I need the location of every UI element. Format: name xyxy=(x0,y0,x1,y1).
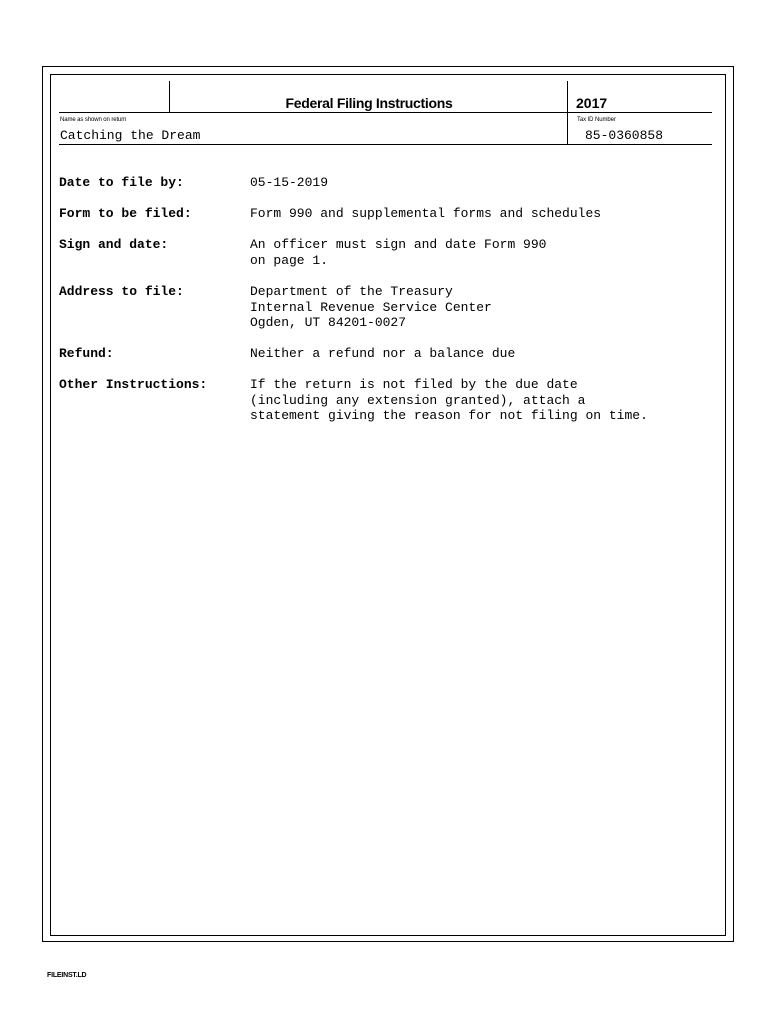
form-to-file-value: Form 990 and supplemental forms and schedules xyxy=(250,206,602,221)
inner-frame xyxy=(50,74,726,936)
date-to-file-value: 05-15-2019 xyxy=(250,175,329,190)
other-instructions-value: If the return is not filed by the due date (including any extension granted), attach a statement giving the reason for not filing on time. xyxy=(250,377,648,424)
taxid-label: Tax ID Number xyxy=(577,117,616,123)
header-rule-bottom xyxy=(59,144,712,145)
refund-value: Neither a refund nor a balance due xyxy=(250,346,516,361)
address-to-file-value: Department of the Treasury Internal Revenue Service Center Ogden, UT 84201-0027 xyxy=(250,284,492,331)
date-to-file-label: Date to file by: xyxy=(59,175,184,190)
name-label: Name as shown on return xyxy=(60,117,127,123)
header-divider-left xyxy=(169,81,170,113)
sign-and-date-value: An officer must sign and date Form 990 on page 1. xyxy=(250,237,547,268)
name-value: Catching the Dream xyxy=(60,128,201,143)
tax-year: 2017 xyxy=(576,95,608,111)
address-to-file-label: Address to file: xyxy=(59,284,184,299)
other-instructions-label: Other Instructions: xyxy=(59,377,208,392)
sign-and-date-label: Sign and date: xyxy=(59,237,169,252)
form-title: Federal Filing Instructions xyxy=(285,95,453,111)
taxid-value: 85-0360858 xyxy=(585,128,664,143)
form-to-file-label: Form to be filed: xyxy=(59,206,192,221)
header-rule-top xyxy=(59,112,712,113)
footer-code: FILEINST.LD xyxy=(47,972,87,979)
refund-label: Refund: xyxy=(59,346,114,361)
